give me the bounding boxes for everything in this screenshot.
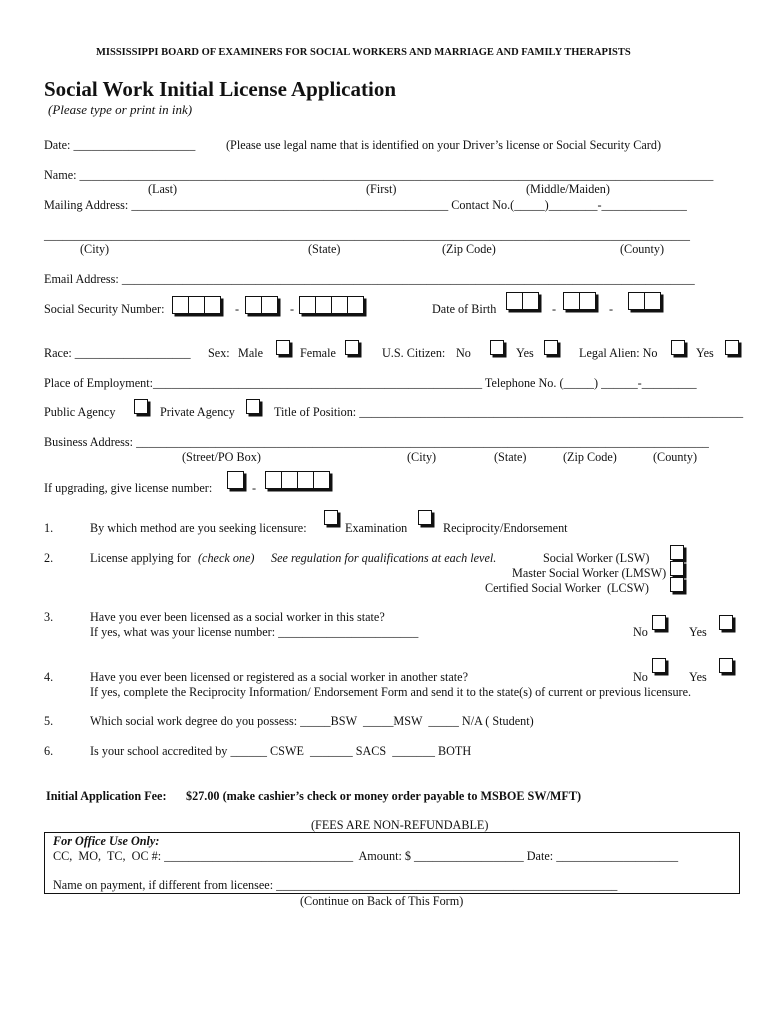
- business-county-label: (County): [653, 450, 698, 464]
- ssn-dash-2: -: [290, 302, 295, 316]
- ssn-dash-1: -: [235, 302, 240, 316]
- q3-no-label: No: [633, 625, 648, 639]
- dob-year-cells[interactable]: [628, 292, 661, 310]
- first-name-label: (First): [366, 182, 397, 196]
- q5-number: 5.: [44, 714, 54, 728]
- date-field[interactable]: Date: ____________________: [44, 138, 196, 152]
- ssn-label: Social Security Number:: [44, 302, 165, 316]
- ssn-area-cells[interactable]: [172, 296, 221, 314]
- zip-label: (Zip Code): [442, 242, 496, 256]
- q4-instructions: If yes, complete the Reciprocity Information/ Endorsement Form and send it to the state(s) of current or previous licensure.: [90, 685, 692, 699]
- dob-day-cells[interactable]: [563, 292, 596, 310]
- lsw-label: Social Worker (LSW): [543, 551, 650, 565]
- office-use-title: For Office Use Only:: [53, 834, 160, 848]
- office-payer-name-line[interactable]: Name on payment, if different from licensee: ________________________________________________________: [53, 878, 618, 892]
- middle-name-label: (Middle/Maiden): [526, 182, 610, 196]
- address-line-field[interactable]: __________________________________________________________________________________________________________: [44, 228, 690, 242]
- q2-text: License applying for: [90, 551, 191, 565]
- alien-yes-checkbox[interactable]: [725, 340, 739, 355]
- q4-yes-label: Yes: [689, 670, 707, 684]
- q2-number: 2.: [44, 551, 54, 565]
- lcsw-checkbox[interactable]: [670, 577, 684, 592]
- office-payment-line[interactable]: CC, MO, TC, OC #: _______________________________ Amount: $ __________________ Date: ____________________: [53, 849, 679, 863]
- female-label: Female: [300, 346, 336, 360]
- q4-yes-checkbox[interactable]: [719, 658, 733, 673]
- non-refundable-note: (FEES ARE NON-REFUNDABLE): [311, 818, 489, 832]
- street-label: (Street/PO Box): [182, 450, 261, 464]
- q3-number: 3.: [44, 610, 54, 624]
- examination-checkbox[interactable]: [324, 510, 338, 525]
- upgrade-dash: -: [252, 481, 257, 495]
- q6-number: 6.: [44, 744, 54, 758]
- legal-alien-label: Legal Alien: No: [579, 346, 658, 360]
- male-checkbox[interactable]: [276, 340, 290, 355]
- ssn-group-cells[interactable]: [245, 296, 278, 314]
- fee-label: Initial Application Fee:: [46, 789, 167, 803]
- dob-dash-1: -: [552, 302, 557, 316]
- q5-degree-field[interactable]: Which social work degree do you possess: _____BSW _____MSW _____ N/A ( Student): [90, 714, 534, 728]
- business-address-field[interactable]: Business Address: ______________________________________________________________________________________________: [44, 435, 709, 449]
- q4-number: 4.: [44, 670, 54, 684]
- city-label: (City): [80, 242, 110, 256]
- race-field[interactable]: Race: ___________________: [44, 346, 191, 360]
- q4-text: Have you ever been licensed or registered as a social worker in another state?: [90, 670, 468, 684]
- alien-yes-label: Yes: [696, 346, 714, 360]
- private-agency-label: Private Agency: [160, 405, 235, 419]
- dob-month-cells[interactable]: [506, 292, 539, 310]
- lcsw-label: Certified Social Worker (LCSW): [485, 581, 649, 595]
- county-label: (County): [620, 242, 665, 256]
- fee-amount: $27.00 (make cashier’s check or money order payable to MSBOE SW/MFT): [186, 789, 582, 803]
- lmsw-label: Master Social Worker (LMSW): [512, 566, 667, 580]
- lsw-checkbox[interactable]: [670, 545, 684, 560]
- public-agency-checkbox[interactable]: [134, 399, 148, 414]
- upgrade-prefix-cell[interactable]: [227, 471, 244, 489]
- q4-no-checkbox[interactable]: [652, 658, 666, 673]
- q3-text: Have you ever been licensed as a social worker in this state?: [90, 610, 385, 624]
- reciprocity-label: Reciprocity/Endorsement: [443, 521, 568, 535]
- business-state-label: (State): [494, 450, 527, 464]
- citizen-yes-label: Yes: [516, 346, 534, 360]
- board-header: MISSISSIPPI BOARD OF EXAMINERS FOR SOCIAL WORKERS AND MARRIAGE AND FAMILY THERAPISTS: [96, 47, 631, 58]
- mailing-address-field[interactable]: Mailing Address: ____________________________________________________ Contact No.(_____)________-______________: [44, 198, 687, 212]
- sex-label: Sex:: [208, 346, 230, 360]
- q3-license-field[interactable]: If yes, what was your license number: _______________________: [90, 625, 419, 639]
- public-agency-label: Public Agency: [44, 405, 116, 419]
- last-name-label: (Last): [148, 182, 178, 196]
- q1-text: By which method are you seeking licensure:: [90, 521, 307, 535]
- private-agency-checkbox[interactable]: [246, 399, 260, 414]
- q3-yes-label: Yes: [689, 625, 707, 639]
- q3-yes-checkbox[interactable]: [719, 615, 733, 630]
- business-city-label: (City): [407, 450, 437, 464]
- position-field[interactable]: Title of Position: _______________________________________________________________: [274, 405, 744, 419]
- state-label: (State): [308, 242, 341, 256]
- dob-dash-2: -: [609, 302, 614, 316]
- upgrade-label: If upgrading, give license number:: [44, 481, 213, 495]
- upgrade-number-cells[interactable]: [265, 471, 330, 489]
- employment-field[interactable]: Place of Employment:______________________________________________________ Telephone No. (_____) ______-_________: [44, 376, 697, 390]
- alien-no-checkbox[interactable]: [671, 340, 685, 355]
- q1-number: 1.: [44, 521, 54, 535]
- male-label: Male: [238, 346, 264, 360]
- citizen-label: U.S. Citizen:: [382, 346, 446, 360]
- q2-check-one: (check one): [198, 551, 255, 565]
- ssn-serial-cells[interactable]: [299, 296, 364, 314]
- citizen-no-label: No: [456, 346, 471, 360]
- page-title: Social Work Initial License Application: [44, 77, 396, 101]
- page-subtitle: (Please type or print in ink): [48, 102, 193, 117]
- email-field[interactable]: Email Address: ______________________________________________________________________________________________: [44, 272, 695, 286]
- q6-accreditation-field[interactable]: Is your school accredited by ______ CSWE _______ SACS _______ BOTH: [90, 744, 472, 758]
- q4-no-label: No: [633, 670, 648, 684]
- q2-regulation-note: See regulation for qualifications at each level.: [271, 551, 497, 565]
- name-field[interactable]: Name: ________________________________________________________________________________________________________: [44, 168, 714, 182]
- business-zip-label: (Zip Code): [563, 450, 617, 464]
- citizen-no-checkbox[interactable]: [490, 340, 504, 355]
- citizen-yes-checkbox[interactable]: [544, 340, 558, 355]
- examination-label: Examination: [345, 521, 408, 535]
- q3-no-checkbox[interactable]: [652, 615, 666, 630]
- reciprocity-checkbox[interactable]: [418, 510, 432, 525]
- continue-note: (Continue on Back of This Form): [300, 894, 464, 908]
- legal-name-note: (Please use legal name that is identified on your Driver’s license or Social Security Card): [226, 138, 662, 152]
- female-checkbox[interactable]: [345, 340, 359, 355]
- dob-label: Date of Birth: [432, 302, 497, 316]
- lmsw-checkbox[interactable]: [670, 561, 684, 576]
